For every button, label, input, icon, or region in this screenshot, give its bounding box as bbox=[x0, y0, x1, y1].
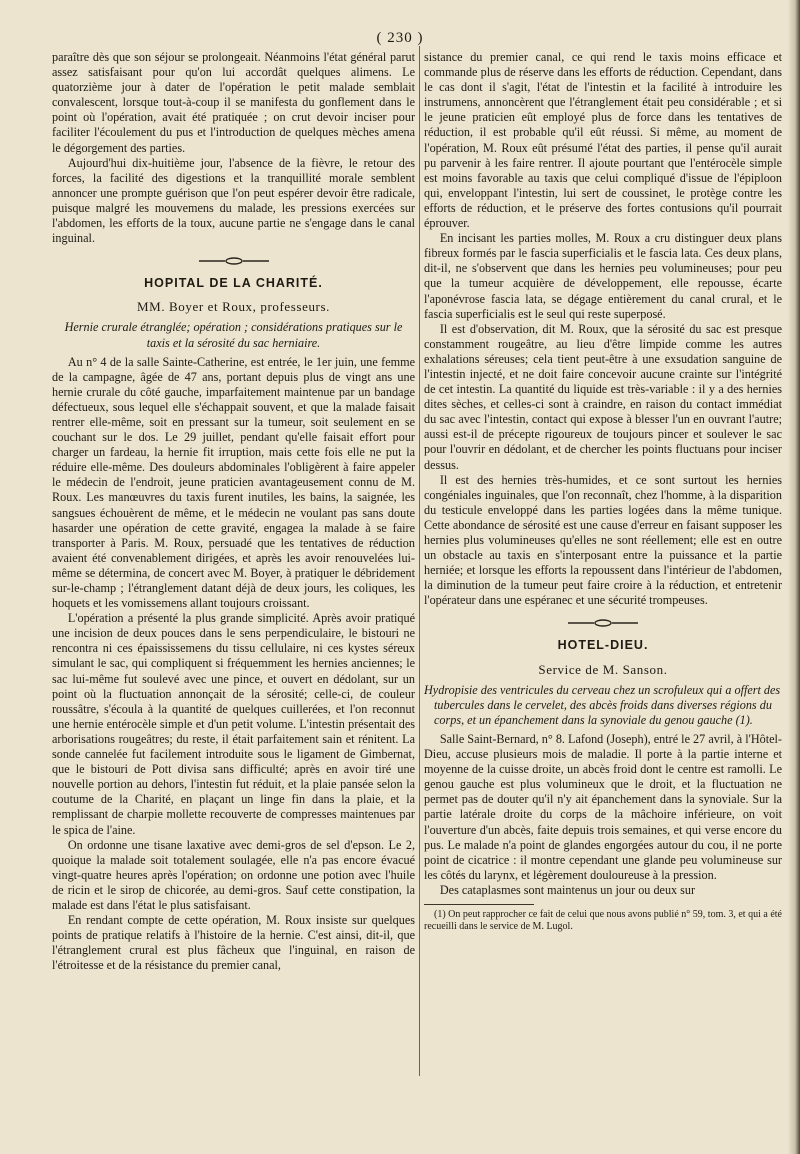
paragraph: En rendant compte de cette opération, M. Roux insiste sur quelques points de pratique relatifs à l'histoire de la hernie. C'est ainsi, dit-il, que l'étranglement crural est plus fâcheux que l'inguinal, en raison de l'étroitesse et de la résistance du premier canal, bbox=[52, 913, 415, 973]
case-title: Hernie crurale étranglée; opération ; considérations pratiques sur le taxis et la sérosité du sac herniaire. bbox=[64, 320, 403, 350]
left-column bbox=[52, 50, 415, 973]
paragraph: Salle Saint-Bernard, n° 8. Lafond (Joseph), entré le 27 avril, à l'Hôtel-Dieu, accuse plusieurs mois de maladie. Il porte à la partie interne et moyenne de la cuisse droite, un abcès froid dont le centre est ramolli. Le genou gauche est plus volumineux que le droit, et la fluctuation ne permet pas de douter qu'il n'y ait épanchement dans la synoviale. Sur la partie latérale droite du corps de la mâchoire inférieure, on voit l'ouverture d'un abcès, faite depuis trois semaines, et qui verse encore du pus. Le malade n'a point de glandes engorgées autour du cou, il ne porte point de cicatrice : il montre cependant une glande peu volumineuse sur les côtés du larynx, et légèrement douloureuse à la pression. bbox=[424, 731, 782, 882]
paragraph: Au n° 4 de la salle Sainte-Catherine, est entrée, le 1er juin, une femme de la campagne, âgée de 47 ans, portant depuis plus de vingt ans une hernie crurale du côté gauche, imparfaitement maintenue par un bandage défectueux, sous lequel elle s'échappait souvent, et que la malade faisait rentrer elle-même, soit en pressant sur la tumeur, soit seulement en se couchant sur le dos. Le 29 juillet, pendant qu'elle faisait effort pour charger un fardeau, la hernie fit irruption, mais cette fois elle ne put la réduire elle-même. Des douleurs abdominales l'obligèrent à faire appeler le médecin de l'endroit, jeune praticien avantageusement connu de M. Roux. Les manœuvres du taxis furent inutiles, les bains, la saignée, les sangsues échouèrent de même, et le médecin ne voulant pas sans doute hasarder une opération de cette gravité, engagea la malade à se faire transporter à Paris. M. Roux, persuadé que les tentatives de réduction avaient été convenablement dirigées, et après les avoir renouvelées lui-même se détermina, de concert avec M. Boyer, à pratiquer le débridement sur-le-champ ; l'étranglement datant déjà de deux jours, les coliques, les hoquets et les vomissemens allant toujours croissant. bbox=[52, 354, 415, 611]
section-heading: HOTEL-DIEU. bbox=[557, 638, 649, 653]
page-edge-shadow bbox=[788, 0, 800, 1154]
page-number: ( 230 ) bbox=[376, 30, 424, 46]
paragraph: On ordonne une tisane laxative avec demi-gros de sel d'epson. Le 2, quoique la malade soit totalement soulagée, elle n'a pas encore évacué vingt-quatre heures après l'opération; on ordonne une potion avec l'huile de ricin et le sirop de chicorée, au demi-gros. Sauf cette constipation, la malade est dans l'état le plus satisfaisant. bbox=[52, 837, 415, 912]
paragraph: En incisant les parties molles, M. Roux a cru distinguer deux plans fibreux formés par le fascia superficialis et le fascia lata. Ces deux plans, dit-il, ne s'observent que dans les hernies peu volumineuses; pour peu que la tumeur acquière de développement, elle repousse, écarte l'aponévrose fascia lata, se dégage entièrement du canal crural, et le fascia superficialis est le seul qui reste superposé. bbox=[424, 231, 782, 321]
column-divider bbox=[419, 46, 420, 1076]
footnote: (1) On peut rapprocher ce fait de celui que nous avons publié n° 59, tom. 3, et qui a été recueilli dans le service de M. Lugol. bbox=[424, 908, 782, 933]
case-title: Hydropisie des ventricules du cerveau chez un scrofuleux qui a offert des tubercules dans le cervelet, des abcès froids dans diverses régions du corps, et un épanchement dans la synoviale du genou gauche (1). bbox=[424, 682, 781, 727]
ornament-divider bbox=[52, 256, 415, 266]
ornament-divider bbox=[424, 618, 782, 628]
service-line: Service de M. Sanson. bbox=[538, 661, 668, 677]
paragraph: Il est d'observation, dit M. Roux, que la sérosité du sac est presque constamment rougeâtre, au lieu d'être limpide comme les autres exhalations séreuses; cela tient peut-être à une exsudation sanguine de l'intestin injecté, et ne doit faire concevoir aucune crainte sur l'intégrité de cet intestin. La quantité du liquide est très-variable : il y a des hernies dites sèches, et celles-ci sont à craindre, en raison du contact immédiat du sac avec l'intestin, contact qui expose à blesser l'un en ouvrant l'autre; aussi est-il de précepte rigoureux de toujours pincer et soulever le sac pour l'ouvrir en dédolant, et de chercher les points fluctuans pour inciser dessus. bbox=[424, 321, 782, 472]
section-heading: HOPITAL DE LA CHARITÉ. bbox=[144, 276, 323, 291]
right-column bbox=[424, 50, 782, 934]
footnote-rule bbox=[424, 904, 534, 905]
paragraph: Il est des hernies très-humides, et ce sont surtout les hernies congéniales inguinales, que l'on reconnaît, chez l'homme, à la disparition du testicule enveloppé dans les parties logées dans la même tunique. Cette abondance de sérosité est une cause d'erreur en faisant supposer les hernies plus volumineuses qu'elles ne sont réellement; elle est en outre un obstacle au taxis en s'interposant entre la puissance et la partie herniée; et lorsque les efforts la repoussent dans l'intérieur de l'abdomen, la diminution de la tumeur peut faire croire à la réduction, et entretenir l'opérateur dans une espéranec et une sécurité trompeuses. bbox=[424, 472, 782, 608]
paragraph: L'opération a présenté la plus grande simplicité. Après avoir pratiqué une incision de deux pouces dans le sens perpendiculaire, le bistouri ne rencontra ni ces épaississemens du tissu cellulaire, ni ces kystes séreux simulant le sac, qui compliquent si fréquemment les hernies anciennes; le sac lui-même fut soulevé avec une pince, et ouvert en dédolant, sur un point où la fluctuation annonçait de la sérosité; celle-ci, de couleur roussâtre, s'écoula à la quantité de quelques cuillerées, et l'on reconnut une hernie entérocèle simple et d'un petit volume. L'intestin présentait des arborisations rougeâtres; du reste, il était parfaitement sain et rénitent. La sonde cannelée fut facilement introduite sous le ligament de Gimbernat, que le bistouri de Pott divisa sans difficulté; après en avoir tiré une nouvelle portion au dehors, l'intestin fut réduit, et la plaie pansée selon la coutume de la Charité, en plaçant un linge fin dans la plaie, et la remplissant de charpie mollette recouverte de compresses maintenues par le spica de l'aine. bbox=[52, 611, 415, 837]
paragraph: Aujourd'hui dix-huitième jour, l'absence de la fièvre, le retour des forces, la facilité des digestions et la tranquillité morale semblent annoncer une prompte guérison que l'on peut espérer devoir être radicale, puisque malgré les mouvemens du malade, les pressions exercées sur l'abdomen, les efforts de la toux, aucune partie ne s'engage dans le canal inguinal. bbox=[52, 155, 415, 246]
paragraph: Des cataplasmes sont maintenus un jour ou deux sur bbox=[439, 882, 696, 897]
paragraph: paraître dès que son séjour se prolongeait. Néanmoins l'état général parut assez satisfaisant pour qu'on lui accordât quelques alimens. Le quatorzième jour à dater de l'opération le petit malade semblait convalescent, lorsque tout-à-coup il se manifesta du gonflement dans le point où l'opération, avait été pratiquée ; on crut devoir inciser pour faciliter l'écoulement du pus et l'introduction de quelques mèches amena le dégorgement des parties. bbox=[52, 50, 415, 155]
professors-line: MM. Boyer et Roux, professeurs. bbox=[137, 299, 330, 315]
paragraph: sistance du premier canal, ce qui rend le taxis moins efficace et commande plus de réserve dans les efforts de réduction. Cependant, dans le cas dont il s'agit, l'état de l'intestin et la facilité à introduire les instrumens, annoncèrent que l'étranglement était peu considérable ; et si le jeune praticien eût employé plus de force dans les tentatives de réduction, il est probable qu'il eût réussi. Si même, au moment de l'opération, M. Roux eût présumé l'état des parties, il pense qu'il aurait pu parvenir à les faire rentrer. Il ajoute pourtant que l'entérocèle simple est moins favorable au taxis que celui compliqué d'issue de l'épiploon qui, enveloppant l'intestin, lui sert de coussinet, le protège contre les efforts de réduction, et le préserve des fortes contusions qu'il pourrait éprouver. bbox=[424, 50, 782, 231]
